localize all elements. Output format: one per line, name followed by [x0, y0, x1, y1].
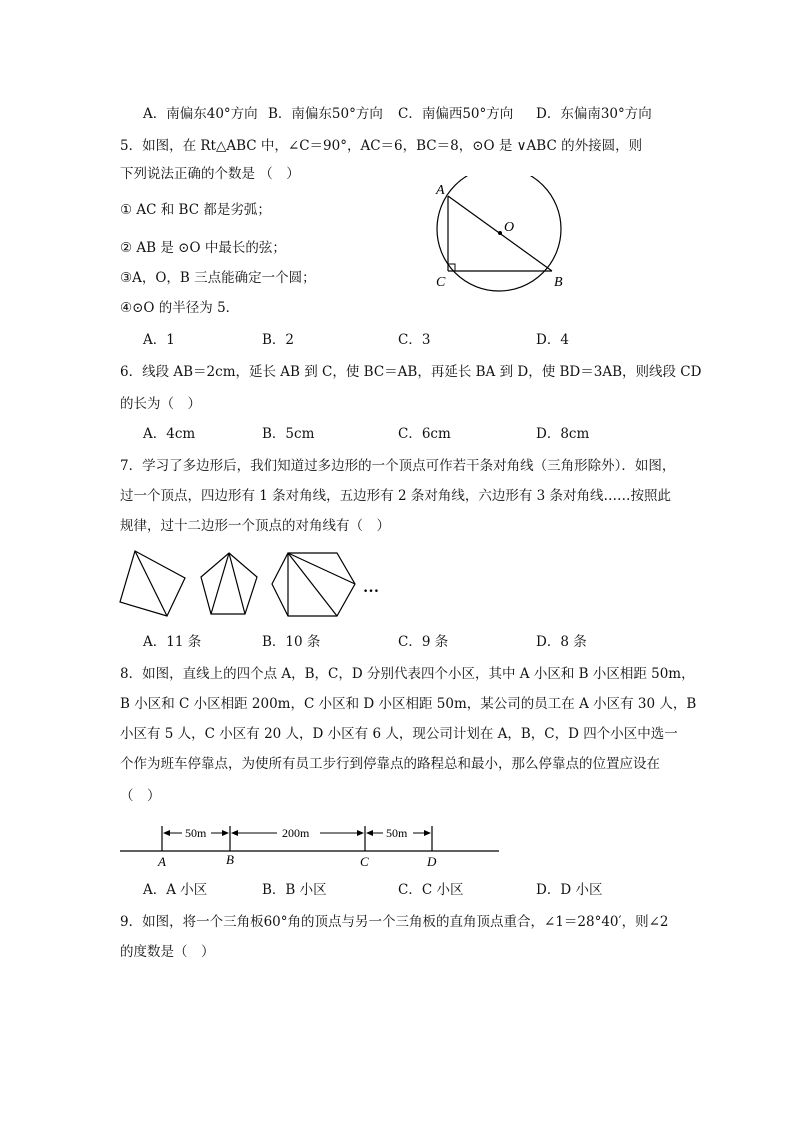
arrow-bc-left: [231, 830, 238, 836]
pentagon-diagonal-2: [211, 553, 229, 614]
q7-polygon-figures: [115, 546, 395, 626]
q6-stem-line2: 的长为（ ）: [120, 396, 201, 412]
hexagon: [272, 553, 355, 616]
q8-stem-line2: B 小区和 C 小区相距 200m，C 小区和 D 小区相距 50m，某公司的员工在 A 小区有 30 人，B: [120, 696, 697, 712]
label-a: A: [436, 183, 445, 198]
q8-option-d: D．D 小区: [536, 882, 603, 898]
q5-option-b: B．2: [262, 332, 295, 348]
q5-stem-line2: 下列说法正确的个数是 （ ）: [120, 166, 300, 182]
q5-option-c: C．3: [398, 332, 431, 348]
q6-option-d: D．8cm: [536, 426, 590, 442]
q8-stem-line3: 小区有 5 人，C 小区有 20 人，D 小区有 6 人，现公司计划在 A，B，C，D 四个小区中选一: [120, 726, 678, 742]
pentagon-diagonal-1: [229, 553, 245, 614]
q7-option-d: D．8 条: [536, 634, 587, 650]
label-c: C: [436, 275, 446, 290]
q5-stem-line1: 5．如图，在 Rt△ABC 中，∠C＝90°，AC＝6，BC＝8，⊙O 是 ∨ABC 的外接圆，则: [120, 138, 643, 154]
q8-stem-line1: 8．如图，直线上的四个点 A，B，C，D 分别代表四个小区，其中 A 小区和 B 小区相距 50m，: [120, 666, 695, 682]
q7-option-b: B．10 条: [262, 634, 321, 650]
q6-option-a: A．4cm: [143, 426, 196, 442]
point-label-a: A: [158, 854, 166, 869]
q5-statement-2: ② AB 是 ⊙O 中最长的弦；: [120, 240, 286, 256]
ellipsis: …: [363, 579, 379, 596]
q8-stem-line5: （ ）: [120, 788, 161, 804]
q9-stem-line2: 的度数是（ ）: [120, 944, 215, 960]
q5-option-d: D．4: [536, 332, 569, 348]
arrow-ab-right: [222, 830, 229, 836]
dim-ab-label: 50m: [185, 826, 207, 840]
q6-option-b: B．5cm: [262, 426, 315, 442]
arrow-cd-right: [424, 830, 431, 836]
dim-cd-label: 50m: [386, 826, 408, 840]
q8-option-a: A．A 小区: [143, 882, 208, 898]
dim-bc-label: 200m: [282, 826, 310, 840]
q7-stem-line2: 过一个顶点，四边形有 1 条对角线，五边形有 2 条对角线，六边形有 3 条对角线……按照此: [120, 488, 672, 504]
q8-number-line-figure: [115, 818, 505, 870]
hexagon-diagonal-2: [288, 553, 337, 616]
q7-option-a: A．11 条: [143, 634, 202, 650]
q9-stem-line1: 9．如图，将一个三角板60°角的顶点与另一个三角板的直角顶点重合，∠1＝28°40′，则∠2: [120, 914, 669, 930]
q4-option-b: B．南偏东50°方向: [268, 106, 383, 122]
q5-statement-4: ④⊙O 的半径为 5．: [120, 300, 240, 316]
q5-statement-3: ③A，O，B 三点能确定一个圆；: [120, 270, 316, 286]
q4-option-a: A．南偏东40°方向: [143, 106, 258, 122]
arrow-ab-left: [163, 830, 170, 836]
label-o: O: [504, 220, 515, 235]
arrow-cd-left: [366, 830, 373, 836]
hexagon-diagonal-1: [288, 553, 355, 584]
point-label-d: D: [427, 854, 437, 869]
q5-option-a: A．1: [143, 332, 175, 348]
point-label-b: B: [226, 852, 234, 867]
q4-option-c: C．南偏西50°方向: [398, 106, 514, 122]
quadrilateral: [120, 551, 185, 616]
q8-option-c: C．C 小区: [398, 882, 464, 898]
quadrilateral-diagonal: [135, 551, 167, 616]
point-label-c: C: [360, 854, 369, 869]
q8-stem-line4: 个作为班车停靠点，为使所有员工步行到停靠点的路程总和最小，那么停靠点的位置应设在: [120, 756, 660, 772]
q7-option-c: C．9 条: [398, 634, 449, 650]
q5-circle-figure: [420, 176, 620, 296]
q7-stem-line1: 7．学习了多边形后，我们知道过多边形的一个顶点可作若干条对角线（三角形除外）．如图，: [120, 458, 676, 474]
center-point: [498, 231, 502, 235]
q6-stem-line1: 6．线段 AB＝2cm，延长 AB 到 C，使 BC＝AB，再延长 BA 到 D，使 BD＝3AB，则线段 CD: [120, 364, 702, 380]
arrow-bc-right: [357, 830, 364, 836]
q4-option-d: D．东偏南30°方向: [536, 106, 652, 122]
q6-option-c: C．6cm: [398, 426, 451, 442]
pentagon: [201, 553, 257, 614]
q5-statement-1: ① AC 和 BC 都是劣弧；: [120, 202, 271, 218]
label-b: B: [554, 275, 563, 290]
q8-option-b: B．B 小区: [262, 882, 327, 898]
q7-stem-line3: 规律，过十二边形一个顶点的对角线有（ ）: [120, 518, 390, 534]
